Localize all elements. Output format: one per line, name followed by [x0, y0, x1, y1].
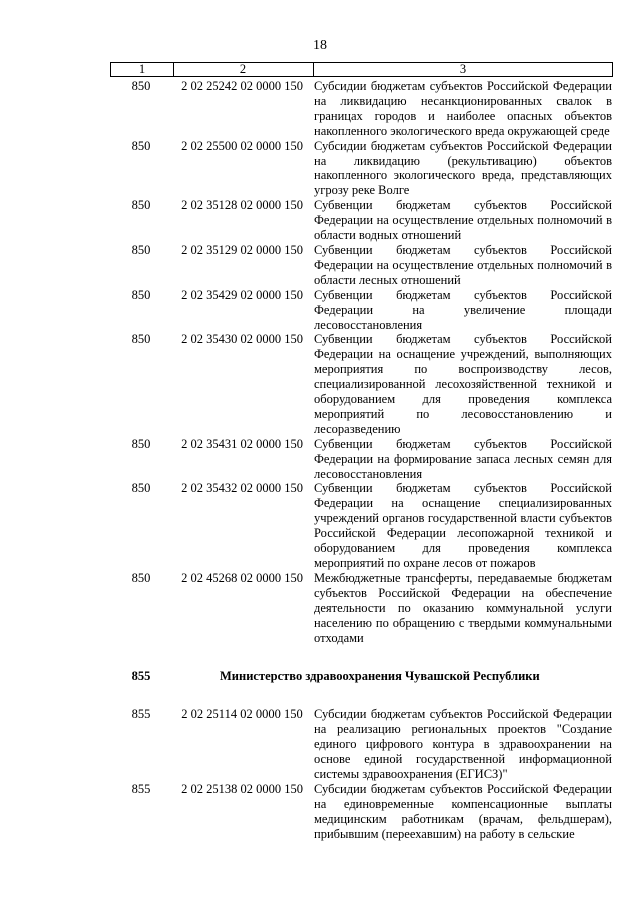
income-description: Субсидии бюджетам субъектов Российской Федерации на ликвидацию несанкционированных свалок в границах городов и наиболее опасных объектов накопленного экологического вреда окружающей среде	[314, 79, 612, 138]
table-row	[0, 481, 640, 570]
header-col-3: 3	[459, 62, 467, 76]
table-row	[0, 198, 640, 243]
table-row	[0, 79, 640, 139]
table-block-850	[0, 79, 640, 645]
income-description: Субвенции бюджетам субъектов Российской Федерации на оснащение специализированных учреждений органов государственной власти субъектов Российской Федерации лесопожарной техникой и оборудованием для проведения комплекса мероприятий по охране лесов от пожаров	[314, 481, 612, 570]
admin-code: 850	[131, 287, 151, 302]
table-row	[0, 243, 640, 288]
table-row	[0, 707, 640, 782]
income-description: Субвенции бюджетам субъектов Российской Федерации на осуществление отдельных полномочий в области водных отношений	[314, 198, 612, 243]
budget-classification-code: 2 02 35431 02 0000 150	[181, 436, 303, 451]
header-col-2: 2	[173, 63, 314, 76]
budget-classification-code: 2 02 35430 02 0000 150	[181, 332, 303, 347]
admin-code: 850	[131, 481, 151, 496]
admin-code: 850	[131, 436, 151, 451]
table-row	[0, 288, 640, 333]
admin-code: 850	[131, 242, 151, 257]
budget-classification-code: 2 02 35129 02 0000 150	[181, 242, 303, 257]
table-body	[0, 79, 640, 842]
table-block-855	[0, 707, 640, 841]
admin-code: 850	[131, 79, 151, 93]
section-title: Министерство здравоохранения Чувашской Республики	[220, 669, 540, 684]
table-row	[0, 332, 640, 436]
table-row	[0, 139, 640, 199]
budget-classification-code: 2 02 35432 02 0000 150	[181, 481, 303, 496]
income-description: Субсидии бюджетам субъектов Российской Федерации на реализацию региональных проектов "Создание единого цифрового контура в здравоохранении на основе единой государственной информационной системы здравоохранения (ЕГИСЗ)"	[314, 707, 612, 782]
budget-classification-code: 2 02 35429 02 0000 150	[181, 287, 303, 302]
budget-classification-code: 2 02 25242 02 0000 150	[181, 79, 303, 93]
budget-classification-code: 2 02 25114 02 0000 150	[181, 707, 303, 722]
table-row	[0, 782, 640, 842]
table-row	[0, 571, 640, 646]
income-description: Субвенции бюджетам субъектов Российской Федерации на оснащение учреждений, выполняющих мероприятия по воспроизводству лесов, специализированной лесохозяйственной техникой и оборудованием для проведения комплекса мероприятий по лесовосстановлению и лесоразведению	[314, 332, 612, 436]
budget-classification-code: 2 02 45268 02 0000 150	[181, 570, 303, 585]
admin-code: 850	[131, 570, 151, 585]
income-description: Субвенции бюджетам субъектов Российской Федерации на осуществление отдельных полномочий в области лесных отношений	[314, 242, 612, 287]
admin-code: 855	[131, 707, 151, 722]
section-heading	[0, 666, 640, 686]
admin-code: 855	[131, 781, 151, 796]
header-col-1: 1	[111, 63, 174, 76]
income-description: Субвенции бюджетам субъектов Российской Федерации на увеличение площади лесовосстановления	[314, 287, 612, 332]
admin-code: 850	[131, 332, 151, 347]
admin-code: 850	[131, 138, 151, 153]
budget-classification-code: 2 02 35128 02 0000 150	[181, 198, 303, 213]
budget-classification-code: 2 02 25138 02 0000 150	[181, 781, 303, 796]
admin-code: 850	[131, 198, 151, 213]
income-description: Субсидии бюджетам субъектов Российской Федерации на единовременные компенсационные выплаты медицинским работникам (врачам, фельдшерам), прибывшим (переехавшим) на работу в сельские	[314, 781, 612, 841]
section-code: 855	[131, 669, 151, 684]
income-description: Межбюджетные трансферты, передаваемые бюджетам субъектов Российской Федерации на обеспечение деятельности по оказанию коммунальной услуги населению по обращению с твердыми коммунальными отходами	[314, 570, 612, 645]
income-description: Субвенции бюджетам субъектов Российской Федерации на формирование запаса лесных семян для лесовосстановления	[314, 436, 612, 481]
page-number: 18	[313, 38, 327, 53]
income-description: Субсидии бюджетам субъектов Российской Федерации на ликвидацию (рекультивацию) объектов накопленного экологического вреда, представляющих угрозу реке Волге	[314, 138, 612, 198]
budget-classification-code: 2 02 25500 02 0000 150	[181, 138, 303, 153]
table-header	[110, 62, 613, 77]
table-row	[0, 437, 640, 482]
